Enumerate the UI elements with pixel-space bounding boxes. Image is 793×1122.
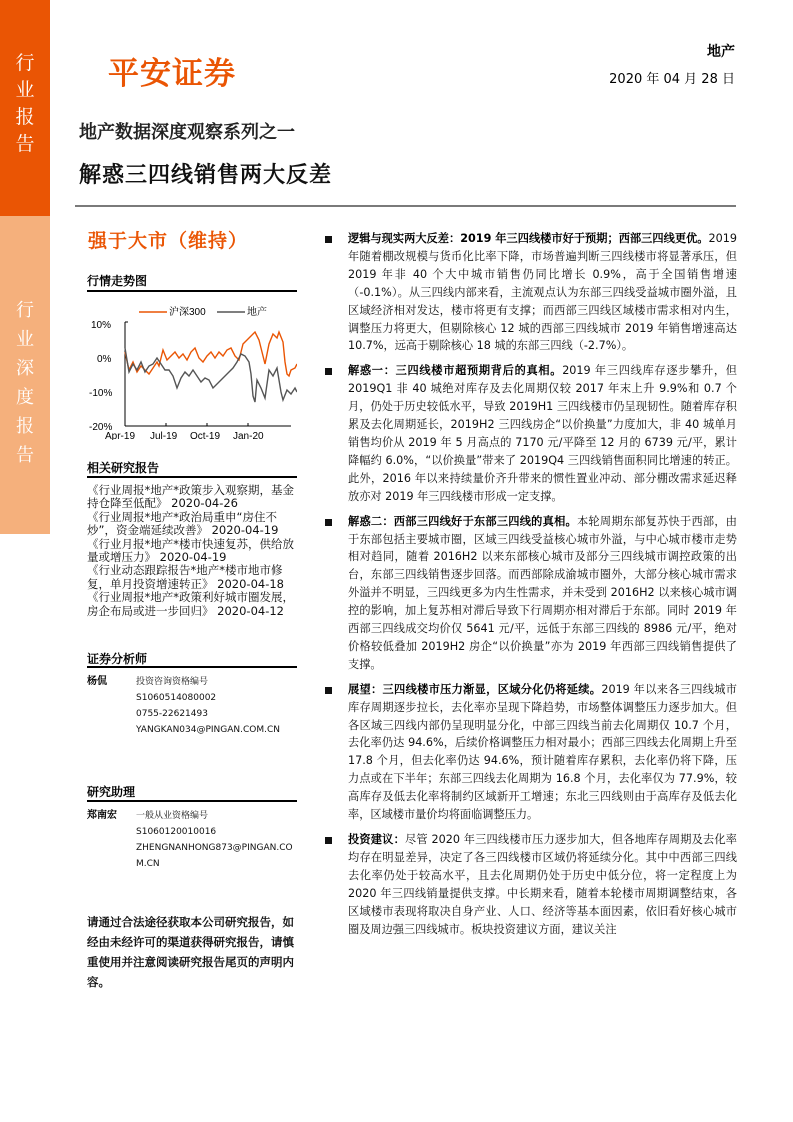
- sidebar-char: 深: [16, 358, 34, 379]
- related-reports-title: 相关研究报告: [87, 461, 160, 475]
- analyst-name: 杨侃: [87, 676, 107, 687]
- y-tick: -10%: [89, 388, 113, 399]
- bullet-lead: 逻辑与现实两大反差：2019 年三四线楼市好于预期；西部三四线更优。: [348, 232, 709, 245]
- bullet-item: [321, 831, 737, 938]
- bullet-body: 2019 年以来各三四线城市库存周期逐步拉长，去化率亦呈现下降趋势，市场整体调整压力逐步加大。但各区域三四线内部仍呈现明显分化，中部三四线当前去化周期仅 10.7 个月，去化率仍达 94.6%，后续价格调整压力相对最小；西部三四线去化周期上升至 17.8 个月，但去化率仍达 94.6%，预计随着库存累积，去化率仍将下降，压力点或在下半年；东部三四线去化周期为 16.8 个月，去化率仅为 77.9%，较高库存及低去化率将制约区域新开工增速；东北三四线则由于高库存及低去化率，区域楼市量价均将面临调整压力。: [348, 682, 737, 822]
- section-divider: [87, 290, 297, 292]
- related-report-item[interactable]: 《行业周报*地产*政治局重申“房住不炒”，资金端延续改善》 2020-04-19: [87, 509, 279, 538]
- related-report-item[interactable]: 《行业周报*地产*政策步入观察期，基金持仓降至低配》 2020-04-26: [87, 483, 294, 511]
- analysts-title: 证券分析师: [87, 652, 148, 666]
- x-tick: Oct-19: [190, 431, 221, 440]
- x-tick: Jul-19: [150, 431, 178, 440]
- bullet-body: 2019 年随着棚改规模与货币化比率下降，市场普遍判断三四线楼市将显著承压，但 2019 年非 40 个大中城市销售仍同比增长 0.9%，高于全国销售增速（-0.1%）。从三四线内部来看，主流观点认为东部三四线受益城市圈外溢，且区域经济相对发达，楼市将更有支撑；而西部三四线区域楼市需求相对内生，调整压力将更大，但剔除核心 12 城的西部三四线城市 2019 年销售增速高达 10.7%，远高于剔除核心 18 城的东部三四线（-2.7%）。: [348, 232, 737, 353]
- x-tick: Apr-19: [105, 431, 136, 440]
- qualification-label: 投资咨询资格编号: [136, 677, 209, 687]
- legend-label-hs300: 沪深300: [169, 307, 206, 318]
- bullet-square-icon: [325, 519, 332, 526]
- phone-number: 0755-22621493: [136, 709, 208, 719]
- series-title: 地产数据深度观察系列之一: [79, 122, 295, 143]
- bullet-square-icon: [325, 837, 332, 844]
- company-logo: 平安证券: [108, 56, 236, 92]
- disclaimer-text: 请通过合法途径获取本公司研究报告，如经由未经许可的渠道获得研究报告，请慎重使用并注意阅读研究报告尾页的声明内容。: [87, 915, 294, 989]
- x-tick: Jan-20: [233, 431, 264, 440]
- sidebar-char: 业: [15, 79, 35, 101]
- bullet-lead: 展望：三四线楼市压力渐显，区域分化仍将延续。: [348, 682, 602, 696]
- chart-section-title: 行情走势图: [87, 274, 148, 288]
- bullet-lead: 解惑二：西部三四线好于东部三四线的真相。: [348, 514, 577, 528]
- assistant-name: 郑南宏: [87, 810, 117, 821]
- assistants-title: 研究助理: [87, 785, 136, 799]
- sidebar-char: 行: [16, 300, 34, 321]
- rating-badge: 强于大市（维持）: [88, 230, 249, 252]
- bullet-item: [321, 681, 737, 824]
- bullet-lead: 解惑一：三四线楼市超预期背后的真相。: [348, 364, 563, 378]
- bullet-lead: 投资建议：: [348, 833, 405, 846]
- bullet-item: [321, 513, 737, 674]
- qualification-label: 一般从业资格编号: [136, 811, 209, 821]
- bullet-square-icon: [325, 687, 332, 694]
- y-tick: -20%: [89, 422, 113, 433]
- header-divider: [75, 205, 736, 207]
- sidebar-mid-label: [0, 296, 50, 470]
- email-link[interactable]: ZHENGNANHONG873@PINGAN.COM.CN: [136, 843, 293, 869]
- sidebar-char: 告: [15, 133, 35, 155]
- analyst-info: [136, 674, 301, 738]
- y-tick: 10%: [91, 320, 112, 331]
- sector-label: 地产: [707, 44, 735, 60]
- related-reports-list: [87, 484, 299, 618]
- qualification-number: S1060120010016: [136, 827, 217, 837]
- report-date: 2020 年 04 月 28 日: [609, 72, 735, 87]
- section-divider: [87, 666, 297, 668]
- sidebar-report-category: [0, 216, 50, 534]
- bullet-body: 2019 年三四线库存逐步攀升，但 2019Q1 非 40 城绝对库存及去化周期仅较 2017 年末上升 9.9%和 0.7 个月，仍处于历史较低水平，导致 2019H1 三四线楼市仍呈现韧性。随着库存积累及去化周期延长，2019H2 三四线房企“以价换量”力度加大，非 40 城单月销售均价从 2019 年 5 月高点的 7170 元/平降至 12 月的 6739 元/平，累计降幅约 6.0%，“以价换量”带来了 2019Q4 三四线销售面积同比增速的转正。此外，2016 年以来持续量价齐升带来的惯性置业冲动、部分棚改需求延迟释放亦对 2019 年三四线楼市形成一定支撑。: [348, 364, 737, 503]
- legend-label-realestate: 地产: [247, 307, 267, 318]
- sidebar-char: 业: [16, 329, 34, 350]
- y-tick: 0%: [97, 354, 112, 365]
- market-trend-chart: [87, 300, 297, 440]
- email-link[interactable]: YANGKAN034@PINGAN.COM.CN: [136, 725, 281, 735]
- bullet-body: 本轮周期东部复苏快于西部，由于东部包括主要城市圈，区域三四线受益核心城市外溢，与中心城市楼市走势相对趋同，随着 2016H2 以来东部核心城市及部分三四线城市调控政策的出台，东部三四线销售逐步回落。而西部除成渝城市圈外，大部分核心城市需求外溢并不明显，三四线更多为内生性需求，并未受到 2016H2 以来核心城市调控的影响，加上复苏相对滞后导致下行周期亦相对滞后于东部。同时 2019 年西部三四线成交均价仅 5641 元/平，远低于东部三四线的 8986 元/平，绝对价格较低叠加 2019H2 房企“以价换量”亦为 2019 年西部三四线销售提供了支撑。: [348, 514, 737, 671]
- assistant-info: [136, 808, 301, 872]
- line-chart: [87, 300, 297, 440]
- section-divider: [87, 800, 297, 802]
- bullet-item: [321, 362, 737, 505]
- sidebar-char: 行: [15, 52, 35, 74]
- summary-bullets: [321, 230, 737, 945]
- qualification-number: S1060514080002: [136, 693, 217, 703]
- bullet-square-icon: [325, 368, 332, 375]
- sidebar-top-label: [0, 50, 50, 158]
- bullet-item: [321, 230, 737, 355]
- section-divider: [87, 476, 297, 478]
- sidebar-report-type: [0, 0, 50, 216]
- series-hs300: [125, 332, 297, 376]
- bullet-square-icon: [325, 236, 332, 243]
- related-report-item[interactable]: 《行业动态跟踪报告*地产*楼市地市修复，单月投资增速转正》 2020-04-18: [87, 563, 284, 591]
- page-title: 解惑三四线销售两大反差: [79, 163, 333, 188]
- sidebar-char: 报: [16, 416, 34, 437]
- related-report-item[interactable]: 《行业月报*地产*楼市快速复苏，供给放量或增压力》 2020-04-19: [87, 536, 294, 565]
- bullet-body: 尽管 2020 年三四线楼市压力逐步加大，但各地库存周期及去化率均存在明显差异，决定了各三四线楼市区域仍将延续分化。其中中西部三四线去化率仍处于较高水平，且去化周期仍处于历史中低分位，将一定程度上为 2020 年三四线销量提供支撑。中长期来看，随着本轮楼市周期调整结束，各区域楼市表现将取决自身产业、人口、经济等基本面因素，依旧看好核心城市圈及周边强三四线城市。板块投资建议方面，建议关注: [348, 833, 737, 936]
- sidebar-char: 度: [16, 387, 34, 408]
- sidebar-char: 告: [16, 445, 34, 466]
- series-realestate: [125, 348, 297, 402]
- sidebar-char: 报: [15, 106, 35, 128]
- related-report-item[interactable]: 《行业周报*地产*政策利好城市圈发展，房企布局或进一步回归》 2020-04-12: [87, 590, 294, 618]
